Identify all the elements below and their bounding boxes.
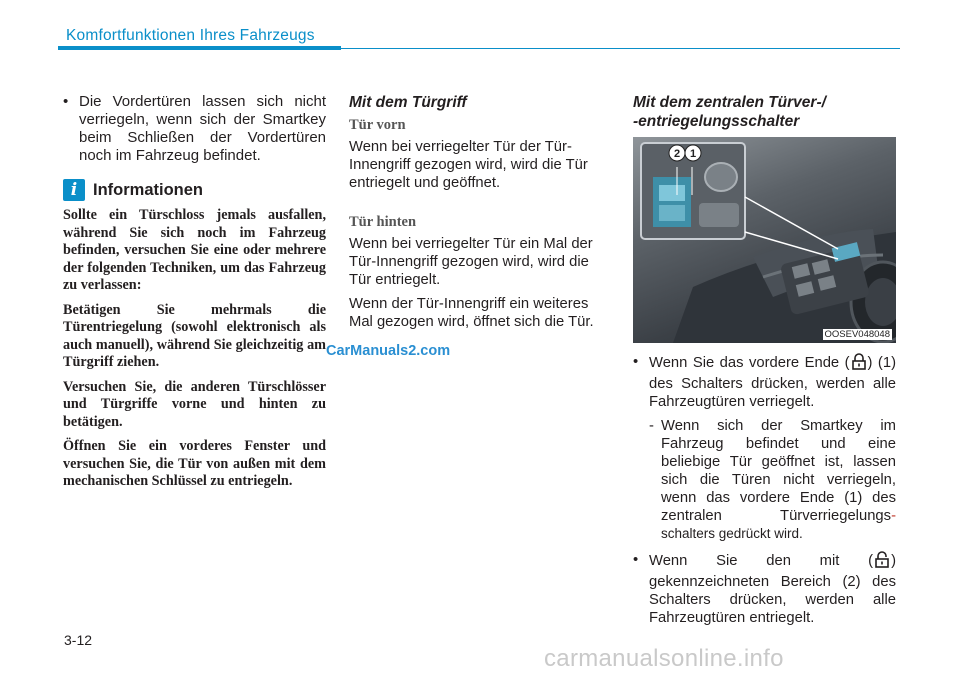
dash-text-a: Wenn sich der Smartkey im Fahrzeug befindet und eine beliebige Tür geöffnet ist, lassen sich die Türen nicht verriegeln, wenn das vordere Ende (1) des zentralen Türverriegelungs [661,418,896,524]
section-heading-central-switch [633,93,896,131]
column-right [633,93,896,627]
front-door-heading: Tür vorn [349,117,406,133]
bullet-item [633,353,896,411]
callout-2-label: 2 [673,148,681,160]
info-paragraph: Versuchen Sie, die anderen Türschlösser und Türgriffe vorne und hinten zu betätigen. [63,378,326,430]
bullet-text-lock-a: Wenn Sie das vordere Ende ( [649,355,850,371]
callout-1-label: 1 [689,148,697,160]
dash-marker: - [649,418,654,434]
section-header-title: Komfortfunktionen Ihres Fahrzeugs [66,27,315,44]
bullet-dot: • [633,354,639,370]
photo-caption: OOSEV048048 [824,329,890,340]
dash-hyphen: - [891,508,896,524]
bullet-item [633,551,896,627]
bullet-text: Die Vordertüren lassen sich nicht verriegeln, wenn sich der Smartkey beim Schließen der Vordertüren noch im Fahrzeug befindet. [79,93,326,164]
header-rule-accent [58,46,341,50]
info-icon: i [63,179,85,201]
bullet-item [63,93,326,165]
bullet-text-lock-b: ) (1) des Schalters drücken, werden alle Fahrzeugtüren verriegelt. [649,355,897,410]
info-paragraph: Betätigen Sie mehrmals die Türentriegelung (sowohl elektronisch als auch manuell), während Sie gleichzeitig am Türgriff ziehen. [63,301,326,370]
door-panel-illustration [633,137,896,343]
info-paragraph: Sollte ein Türschloss jemals ausfallen, während Sie sich noch im Fahrzeug befinden, versuchen Sie eine oder mehrere der folgenden Techniken, um das Fahrzeug zu verlassen: [63,207,326,293]
bullet-dot: • [63,93,69,110]
rear-door-text: Wenn bei verriegelter Tür ein Mal der Tür-Innengriff gezogen wird, wird die Tür entriegelt. [349,236,593,288]
heading-line: Mit dem zentralen Türver-/ [633,94,826,111]
rear-door-heading: Tür hinten [349,214,417,230]
bullet-text-unlock-a: Wenn Sie den mit ( [649,553,874,569]
bullet-dot: • [633,552,639,568]
rear-door-text-2: Wenn der Tür-Innengriff ein weiteres Mal gezogen wird, öffnet sich die Tür. [349,296,594,330]
lock-open-icon [873,551,891,573]
info-box-heading [63,179,326,201]
column-middle [349,93,612,331]
footer-watermark-logo: carmanualsonline.info [544,645,784,672]
dash-text-b: schalters gedrückt wird. [661,526,803,541]
info-paragraph: Öffnen Sie ein vorderes Fenster und versuchen Sie, die Tür von außen mit dem mechanischen Schlüssel zu entriegeln. [63,438,326,489]
door-switch-photo [633,137,896,343]
info-title: Informationen [93,180,203,199]
header-rule-line [341,48,900,49]
bullet-text-unlock-b: ) gekennzeichneten Bereich (2) des Schalters drücken, werden alle Fahrzeugtüren entriegelt. [649,553,896,626]
page-number: 3-12 [64,632,93,648]
heading-line: -entriegelungsschalter [633,113,800,130]
front-door-text: Wenn bei verriegelter Tür der Tür-Innengriff gezogen wird, wird die Tür entriegelt und geöffnet. [349,139,588,191]
dash-item [649,417,896,543]
column-left [63,93,326,491]
section-heading-door-handle: Mit dem Türgriff [349,94,467,111]
lock-closed-icon [850,353,868,375]
watermark-text: CarManuals2.com [326,343,451,359]
